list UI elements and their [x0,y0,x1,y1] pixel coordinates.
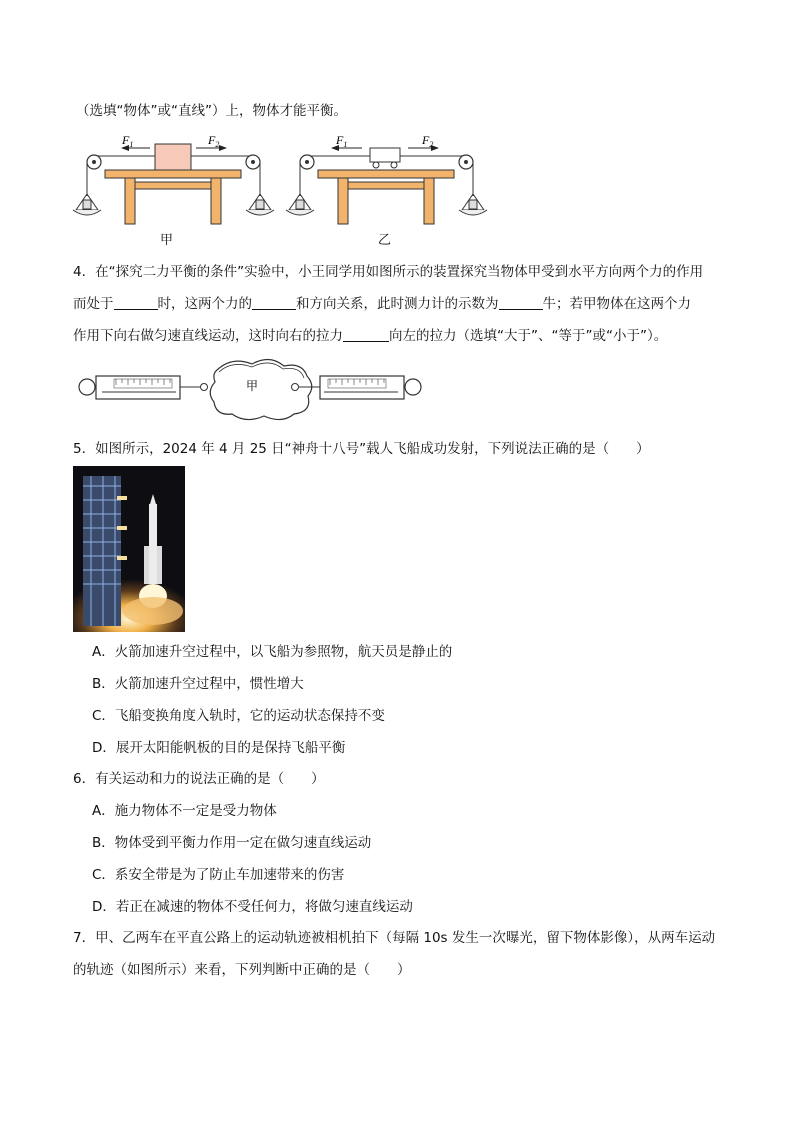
q4-blank-2[interactable] [252,295,296,310]
object-jia-label: 甲 [246,379,259,393]
rocket-launch-photo [73,466,185,632]
caption-left: 甲 [160,233,174,248]
right-f1-label: $F_1$ [336,133,348,149]
q4-blank-4[interactable] [343,327,389,342]
q4-blank-1[interactable] [114,295,158,310]
q5-stem: 5．如图所示，2024 年 4 月 25 日“神舟十八号”载人飞船成功发射，下列说法正确的是（ ） [73,441,650,457]
q4-line1: 4．在“探究二力平衡的条件”实验中，小王同学用如图所示的装置探究当物体甲受到水平方向两个力的作用 [73,264,704,280]
q5-option-d[interactable]: D．展开太阳能帆板的目的是保持飞船平衡 [92,740,346,756]
balance-figure [70,128,490,248]
q6-option-c[interactable]: C．系安全带是为了防止车加速带来的伤害 [92,867,345,883]
setup-right [286,148,487,224]
q6-option-d[interactable]: D．若正在减速的物体不受任何力，将做匀速直线运动 [92,899,413,915]
spring-scale-figure [72,352,432,424]
q5-option-c[interactable]: C．飞船变换角度入轨时，它的运动状态保持不变 [92,708,385,724]
q6-option-a[interactable]: A．施力物体不一定是受力物体 [92,803,277,819]
left-f1-label: $F_1$ [122,133,134,149]
q4-blank-3[interactable] [499,295,543,310]
caption-right: 乙 [378,233,392,248]
q5-option-a[interactable]: A．火箭加速升空过程中，以飞船为参照物，航天员是静止的 [92,644,453,660]
q6-stem: 6．有关运动和力的说法正确的是（ ） [73,771,325,787]
q5-option-b[interactable]: B．火箭加速升空过程中，惯性增大 [92,676,304,692]
q7-line2: 的轨迹（如图所示）来看，下列判断中正确的是（ ） [73,962,411,978]
right-f2-label: $F_2$ [422,133,434,149]
q4-line2: 而处于 时，这两个力的 和方向关系，此时测力计的示数为 牛；若甲物体在这两个力 [73,296,691,312]
q4-line3: 作用下向右做匀速直线运动，这时向右的拉力 向左的拉力（选填“大于”、“等于”或“小于”）。 [73,328,668,344]
intro-text: （选填“物体”或“直线”）上，物体才能平衡。 [76,103,347,119]
q7-line1: 7．甲、乙两车在平直公路上的运动轨迹被相机拍下（每隔 10s 发生一次曝光，留下物体影像），从两车运动 [73,930,716,946]
setup-left [73,144,274,224]
left-f2-label: $F_2$ [208,133,220,149]
q6-option-b[interactable]: B．物体受到平衡力作用一定在做匀速直线运动 [92,835,372,851]
